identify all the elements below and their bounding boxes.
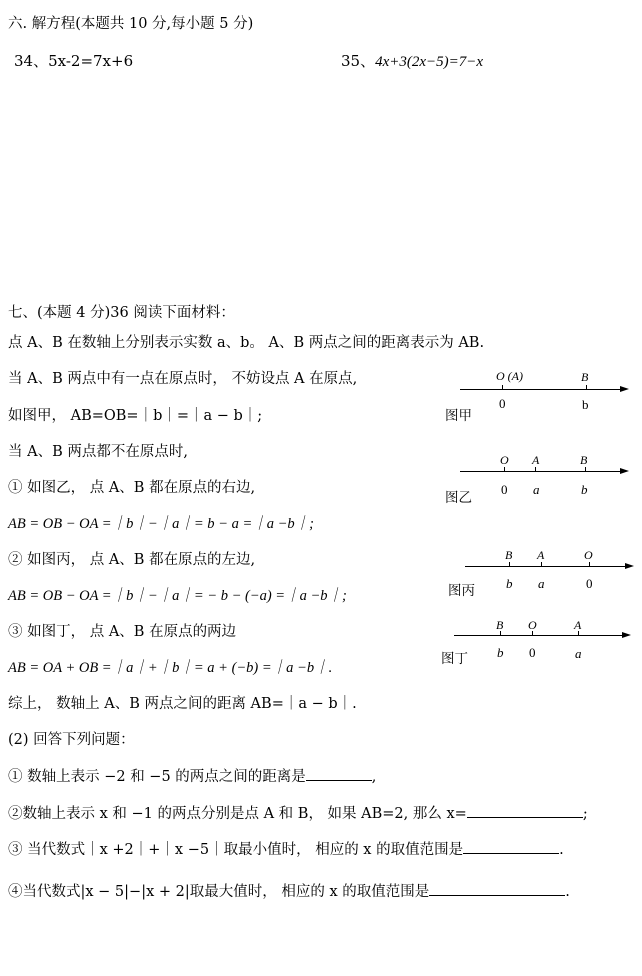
question-3-end: .: [559, 842, 564, 858]
number-line-ding: [438, 617, 636, 675]
question-34: 34、5x-2=7x+6: [14, 52, 134, 70]
question-35-number: 35、: [341, 52, 376, 70]
value-label-b: b: [582, 397, 589, 412]
question-2-end: ;: [582, 806, 588, 822]
value-label-a: a: [533, 482, 540, 497]
question-35-equation: 4x+3(2x−5)=7−x: [375, 54, 484, 70]
question-4-end: .: [565, 884, 570, 900]
point-label-a: A: [532, 453, 540, 467]
figure-label-jia: 图甲: [445, 408, 472, 424]
value-label-b: b: [506, 576, 513, 591]
question-3: [8, 839, 564, 860]
question-4-text: ④当代数式|x − 5|−|x + 2|取最大值时， 相应的 x 的取值范围是: [8, 884, 430, 900]
text-line-2: 当 A、B 两点中有一点在原点时， 不妨设点 A 在原点,: [8, 371, 358, 387]
figure-label-bing: 图丙: [448, 583, 475, 599]
value-label-a: a: [575, 646, 582, 661]
number-line-bing: [445, 546, 640, 604]
point-label-b: B: [581, 370, 589, 384]
question-1-text: ① 数轴上表示 −2 和 −5 的两点之间的距离是: [8, 769, 306, 785]
number-line-yi: [440, 452, 635, 510]
point-label-o: O: [528, 618, 537, 632]
question-4: [8, 881, 570, 902]
value-label-a: a: [538, 576, 545, 591]
text-line-5: ① 如图乙， 点 A、B 都在原点的右边,: [8, 480, 256, 496]
question-1: [8, 766, 376, 787]
question-2-text: ②数轴上表示 x 和 −1 的两点分别是点 A 和 B， 如果 AB=2, 那么 x=: [8, 806, 467, 822]
text-line-3: 如图甲， AB=OB=｜b｜=｜a − b｜;: [8, 408, 263, 424]
text-line-6: AB = OB − OA =｜b｜−｜a｜= b − a =｜a −b｜;: [8, 516, 314, 532]
text-line-1: 点 A、B 在数轴上分别表示实数 a、b。 A、B 两点之间的距离表示为 AB.: [8, 335, 485, 351]
value-label-b: b: [581, 482, 588, 497]
question-3-text: ③ 当代数式｜x +2｜+｜x −5｜取最小值时， 相应的 x 的取值范围是: [8, 842, 464, 858]
point-label-o: O: [500, 453, 509, 467]
value-label-0: 0: [529, 645, 536, 660]
figure-label-yi: 图乙: [445, 490, 472, 506]
question-1-end: ,: [371, 769, 377, 785]
point-label-b: B: [580, 453, 588, 467]
value-label-b: b: [497, 645, 504, 660]
answer-blank-4[interactable]: [429, 881, 565, 896]
text-line-7: ② 如图丙， 点 A、B 都在原点的左边,: [8, 552, 256, 568]
section6-title: 六. 解方程(本题共 10 分,每小题 5 分): [8, 16, 254, 32]
answer-blank-3[interactable]: [463, 839, 559, 854]
text-line-12: (2) 回答下列问题：: [8, 732, 135, 748]
text-line-4: 当 A、B 两点都不在原点时,: [8, 444, 188, 460]
point-label-a: A: [574, 618, 582, 632]
value-label-0: 0: [501, 482, 508, 497]
point-label-o: O: [584, 548, 593, 562]
text-line-9: ③ 如图丁， 点 A、B 在原点的两边: [8, 624, 237, 640]
figure-label-ding: 图丁: [441, 651, 468, 667]
number-line-jia: [440, 366, 635, 426]
point-label-b: B: [505, 548, 513, 562]
point-label-o-a: O (A): [496, 369, 523, 383]
question-35: [341, 51, 483, 72]
text-line-11: 综上， 数轴上 A、B 两点之间的距离 AB=｜a − b｜.: [8, 696, 357, 712]
value-label-0: 0: [586, 576, 593, 591]
section7-title: 七、(本题 4 分)36 阅读下面材料：: [8, 305, 235, 321]
point-label-a: A: [537, 548, 545, 562]
text-line-10: AB = OA + OB =｜a｜+｜b｜= a + (−b) =｜a −b｜.: [8, 660, 333, 676]
point-label-b: B: [496, 618, 504, 632]
value-label-0: 0: [499, 396, 506, 411]
answer-blank-1[interactable]: [306, 766, 372, 781]
text-line-8: AB = OB − OA =｜b｜−｜a｜= − b − (−a) =｜a −b｜;: [8, 588, 347, 604]
answer-blank-2[interactable]: [467, 803, 583, 818]
question-2: [8, 803, 588, 824]
